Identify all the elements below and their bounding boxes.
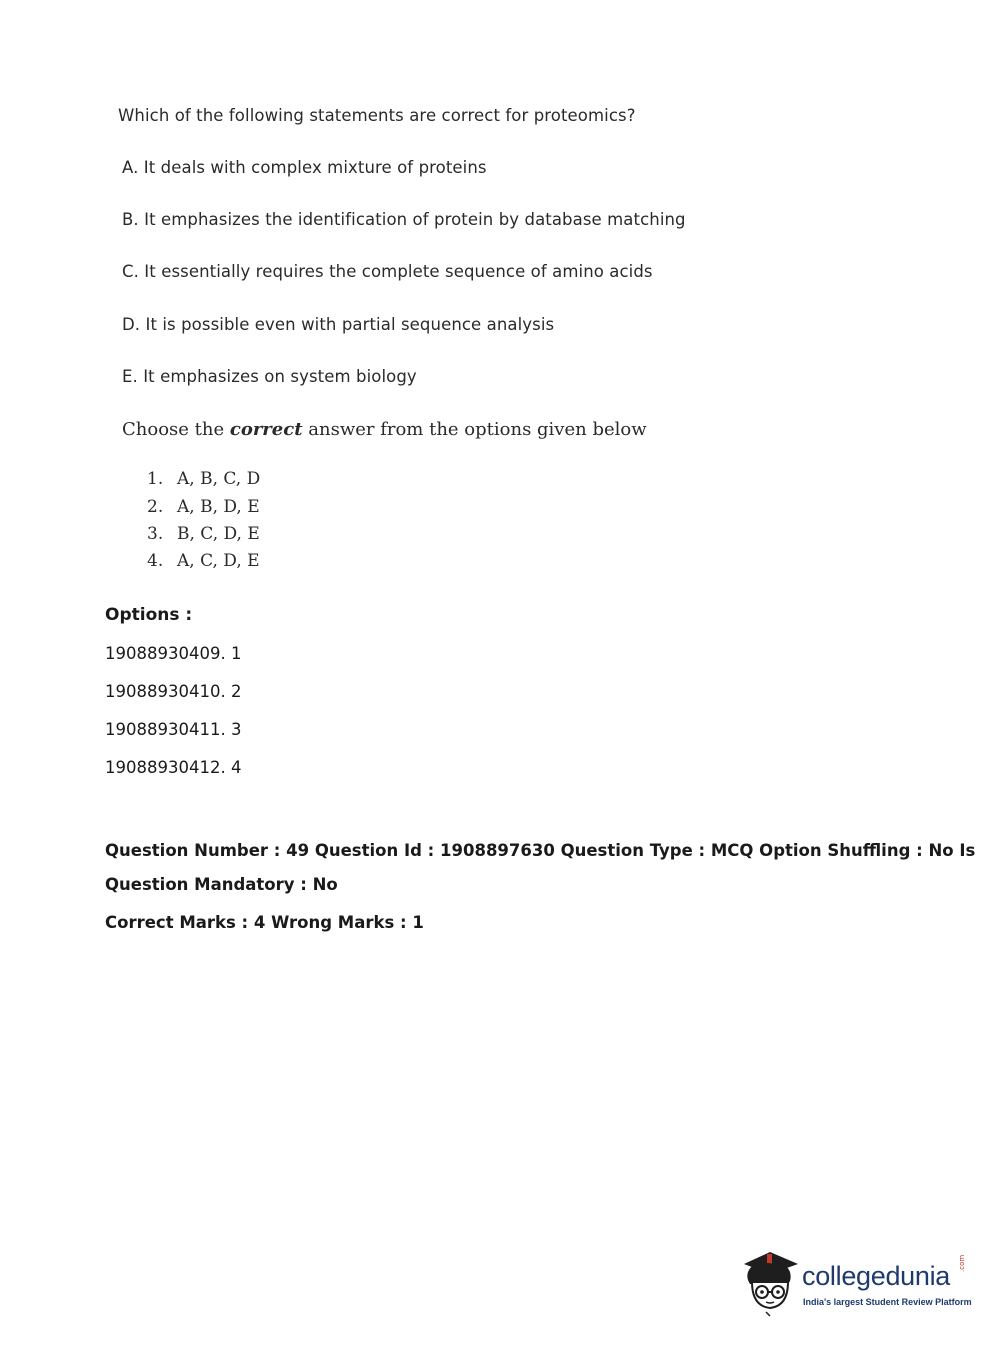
choice-3: 3. B, C, D, E — [147, 524, 260, 544]
choice-4: 4. A, C, D, E — [147, 551, 260, 571]
choice-1: 1. A, B, C, D — [147, 469, 261, 489]
option-item: 19088930409. 1 — [105, 644, 242, 663]
option-item: 19088930410. 2 — [105, 682, 242, 701]
question-mandatory-line: Question Mandatory : No — [105, 875, 338, 894]
question-meta-line: Question Number : 49 Question Id : 1908897630 Question Type : MCQ Option Shuffling : No Is — [105, 841, 976, 860]
option-item: 19088930412. 4 — [105, 758, 242, 777]
collegedunia-domain-suffix: .com — [958, 1254, 966, 1272]
statement-e: E. It emphasizes on system biology — [122, 367, 417, 386]
marks-line: Correct Marks : 4 Wrong Marks : 1 — [105, 913, 424, 932]
choice-2: 2. A, B, D, E — [147, 497, 260, 517]
collegedunia-tagline: India's largest Student Review Platform — [803, 1297, 972, 1307]
statement-c: C. It essentially requires the complete sequence of amino acids — [122, 262, 653, 281]
collegedunia-wordmark: collegedunia — [802, 1261, 951, 1291]
options-heading: Options : — [105, 605, 193, 625]
statement-d: D. It is possible even with partial sequence analysis — [122, 315, 555, 334]
option-item: 19088930411. 3 — [105, 720, 242, 739]
statement-b: B. It emphasizes the identification of protein by database matching — [122, 210, 686, 229]
question-text: Which of the following statements are correct for proteomics? — [118, 106, 636, 125]
statement-a: A. It deals with complex mixture of proteins — [122, 158, 487, 177]
answer-instruction: Choose the correct answer from the options given below — [122, 419, 647, 440]
